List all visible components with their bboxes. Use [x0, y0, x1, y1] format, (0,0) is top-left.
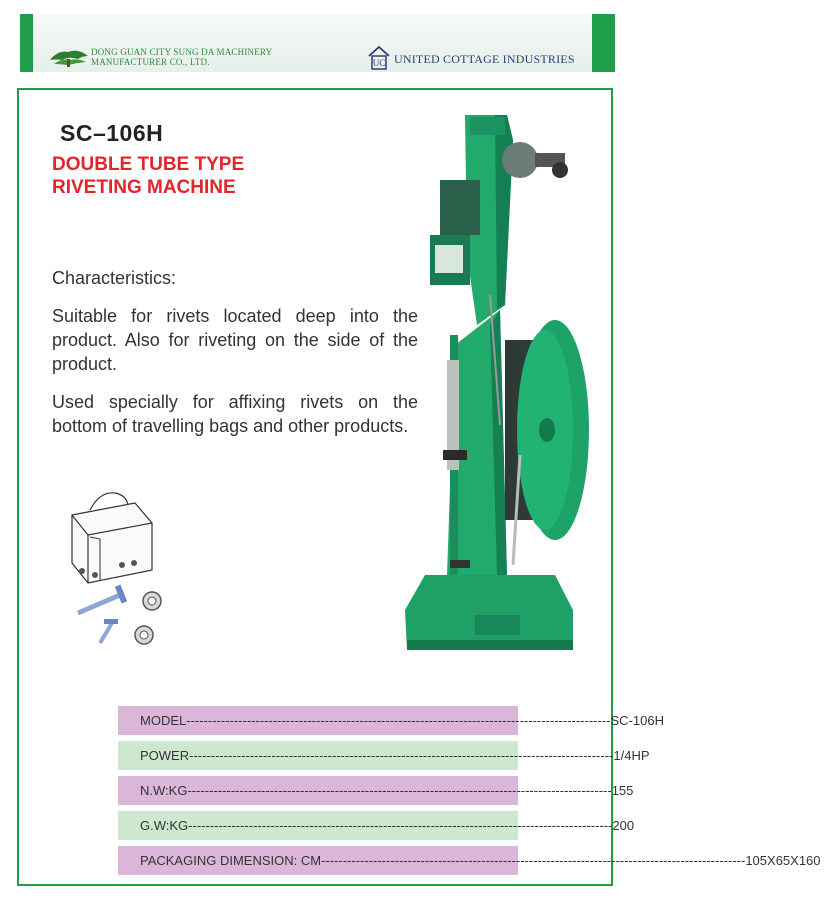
- spec-table: [118, 706, 821, 881]
- spec-row-power: [118, 741, 650, 770]
- company-name: [91, 47, 272, 67]
- spec-label: G.W:KG: [140, 818, 189, 833]
- spec-label: PACKAGING DIMENSION: CM: [140, 853, 322, 868]
- spec-leader: --------------------------------------------------------------------------------------------------: [189, 748, 614, 763]
- spec-leader: --------------------------------------------------------------------------------------------------: [321, 853, 746, 868]
- product-name-line2: RIVETING MACHINE: [52, 177, 236, 198]
- spec-row-packaging: [118, 846, 821, 875]
- travel-bag-rivets-illustration: [60, 485, 170, 650]
- spec-row-net-weight: [118, 776, 634, 805]
- spec-label: POWER: [140, 748, 190, 763]
- spec-label: MODEL: [140, 713, 187, 728]
- spec-leader: --------------------------------------------------------------------------------------------------: [186, 713, 611, 728]
- house-logo-icon: [367, 45, 391, 71]
- spec-value: 105X65X160: [745, 853, 821, 868]
- spec-value: 1/4HP: [613, 748, 650, 763]
- model-title: SC–106H: [60, 120, 164, 146]
- pine-tree-logo-icon: [48, 44, 90, 68]
- product-name-line1: DOUBLE TUBE TYPE: [52, 154, 245, 175]
- page-header: [0, 0, 635, 90]
- company-name-line1: DONG GUAN CITY SUNG DA MACHINERY: [91, 47, 273, 57]
- spec-label: N.W:KG: [140, 783, 188, 798]
- spec-value: 200: [612, 818, 635, 833]
- spec-leader: --------------------------------------------------------------------------------------------------: [187, 783, 612, 798]
- spec-leader: --------------------------------------------------------------------------------------------------: [188, 818, 613, 833]
- riveting-machine-image: [395, 95, 610, 675]
- company-name-line2: MANUFACTURER CO., LTD.: [91, 57, 210, 67]
- product-name: [52, 153, 244, 199]
- svg-text:UC: UC: [372, 58, 386, 68]
- spec-row-gross-weight: [118, 811, 635, 840]
- spec-value: SC-106H: [610, 713, 664, 728]
- spec-value: 155: [611, 783, 634, 798]
- spec-row-model: [118, 706, 664, 735]
- header-accent-left: [20, 14, 33, 72]
- partner-name: UNITED COTTAGE INDUSTRIES: [394, 52, 575, 66]
- description-paragraph-2: Used specially for affixing rivets on the bottom of travelling bags and other products.: [52, 392, 418, 436]
- description-paragraph-1: Suitable for rivets located deep into the product. Also for riveting on the side of the product.: [52, 306, 418, 374]
- header-accent-right: [592, 14, 615, 72]
- characteristics-heading: Characteristics:: [52, 268, 177, 288]
